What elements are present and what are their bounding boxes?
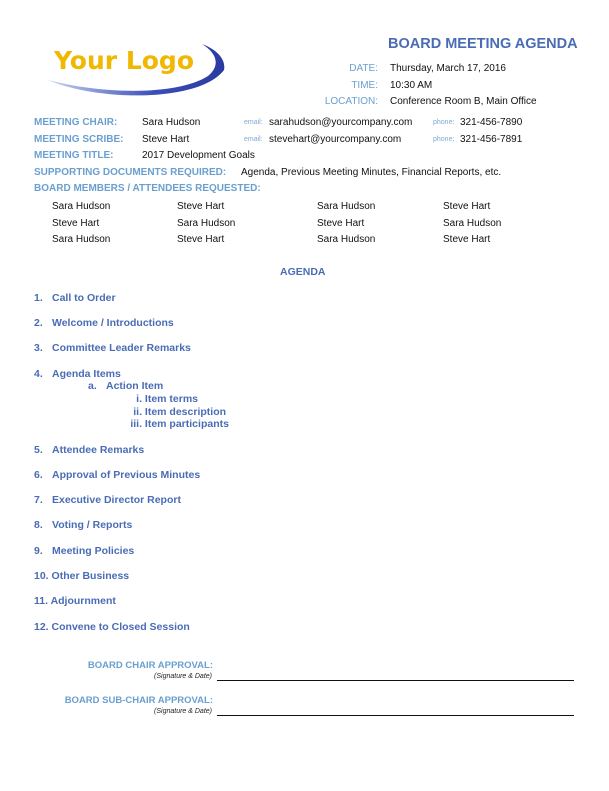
chair-email-label: email: (244, 119, 263, 126)
meeting-title-value: 2017 Development Goals (142, 150, 255, 161)
date-label: DATE: (349, 63, 378, 74)
agenda-item: 5. Attendee Remarks (34, 444, 145, 456)
board-subchair-approval-label: BOARD SUB-CHAIR APPROVAL: (64, 695, 213, 706)
board-subchair-signature-line[interactable] (217, 715, 574, 716)
attendee: Sara Hudson (52, 234, 111, 245)
board-chair-signature-note: (Signature & Date) (154, 673, 212, 680)
attendee: Sara Hudson (52, 201, 111, 212)
agenda-item: 8. Voting / Reports (34, 519, 133, 531)
attendee: Sara Hudson (177, 218, 236, 229)
chair-email: sarahudson@yourcompany.com (269, 117, 413, 128)
chair-label: MEETING CHAIR: (34, 117, 118, 128)
attendee: Steve Hart (443, 234, 491, 245)
agenda-item: 2. Welcome / Introductions (34, 317, 174, 329)
agenda-item: 12. Convene to Closed Session (34, 621, 190, 633)
scribe-value: Steve Hart (142, 134, 190, 145)
attendees-label: BOARD MEMBERS / ATTENDEES REQUESTED: (34, 183, 261, 194)
agenda-item: 7. Executive Director Report (34, 494, 181, 506)
chair-phone-label: phone: (433, 119, 455, 126)
time-label: TIME: (351, 80, 378, 91)
logo (40, 36, 230, 106)
date-value: Thursday, March 17, 2016 (390, 63, 506, 74)
meeting-title-label: MEETING TITLE: (34, 150, 114, 161)
scribe-email-label: email: (244, 136, 263, 143)
agenda-item: 1. Call to Order (34, 292, 116, 304)
chair-phone: 321-456-7890 (460, 117, 523, 128)
board-chair-approval-label: BOARD CHAIR APPROVAL: (87, 660, 213, 671)
agenda-subsubitem: iii. Item participants (130, 418, 229, 430)
agenda-subsubitem: i. Item terms (136, 393, 199, 405)
scribe-phone: 321-456-7891 (460, 134, 523, 145)
agenda-item: 4. Agenda Items (34, 368, 121, 380)
supporting-docs-label: SUPPORTING DOCUMENTS REQUIRED: (34, 167, 227, 178)
logo-text: Your Logo (54, 46, 194, 75)
agenda-item: 9. Meeting Policies (34, 545, 135, 557)
agenda-item: 3. Committee Leader Remarks (34, 342, 191, 354)
attendee: Steve Hart (317, 218, 365, 229)
agenda-subitem: a. Action Item (88, 380, 164, 392)
agenda-item: 10. Other Business (34, 570, 130, 582)
attendee: Steve Hart (52, 218, 100, 229)
location-label: LOCATION: (324, 96, 378, 107)
board-subchair-signature-note: (Signature & Date) (154, 708, 212, 715)
agenda-item: 11. Adjournment (34, 595, 116, 607)
scribe-email: stevehart@yourcompany.com (269, 134, 402, 145)
agenda-subsubitem: ii. Item description (133, 406, 227, 418)
attendee: Steve Hart (443, 201, 491, 212)
scribe-phone-label: phone: (433, 136, 455, 143)
chair-value: Sara Hudson (142, 117, 201, 128)
board-chair-signature-line[interactable] (217, 680, 574, 681)
attendee: Sara Hudson (443, 218, 502, 229)
agenda-item: 6. Approval of Previous Minutes (34, 469, 201, 481)
supporting-docs-value: Agenda, Previous Meeting Minutes, Financial Reports, etc. (241, 167, 502, 178)
scribe-label: MEETING SCRIBE: (34, 134, 124, 145)
attendee: Steve Hart (177, 201, 225, 212)
attendee: Sara Hudson (317, 201, 376, 212)
agenda-heading: AGENDA (280, 266, 326, 278)
attendee: Steve Hart (177, 234, 225, 245)
attendee: Sara Hudson (317, 234, 376, 245)
time-value: 10:30 AM (390, 80, 433, 91)
document-title: BOARD MEETING AGENDA (388, 36, 578, 52)
location-value: Conference Room B, Main Office (390, 96, 537, 107)
